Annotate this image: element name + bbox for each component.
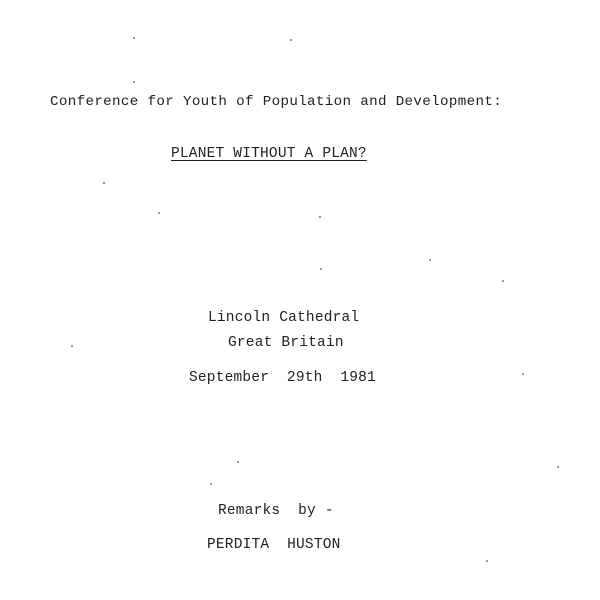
event-date: September 29th 1981 [189,370,376,386]
scan-speck [319,216,321,218]
scan-speck [502,280,504,282]
conference-title: Conference for Youth of Population and Development: [50,94,503,110]
scan-speck [290,39,292,41]
scan-speck [133,37,135,39]
country: Great Britain [228,335,344,351]
speaker-name: PERDITA HUSTON [207,537,341,553]
scan-speck [522,373,524,375]
scan-speck [557,466,559,468]
scan-speck [320,268,322,270]
scan-speck [71,345,73,347]
scan-speck [210,483,212,485]
scan-speck [103,182,105,184]
scan-speck [237,461,239,463]
scan-speck [133,81,135,83]
scan-speck [158,212,160,214]
venue: Lincoln Cathedral [208,310,360,326]
remarks-label: Remarks by - [218,503,334,519]
scan-speck [486,560,488,562]
scan-speck [429,259,431,261]
document-subtitle: PLANET WITHOUT A PLAN? [171,146,367,162]
